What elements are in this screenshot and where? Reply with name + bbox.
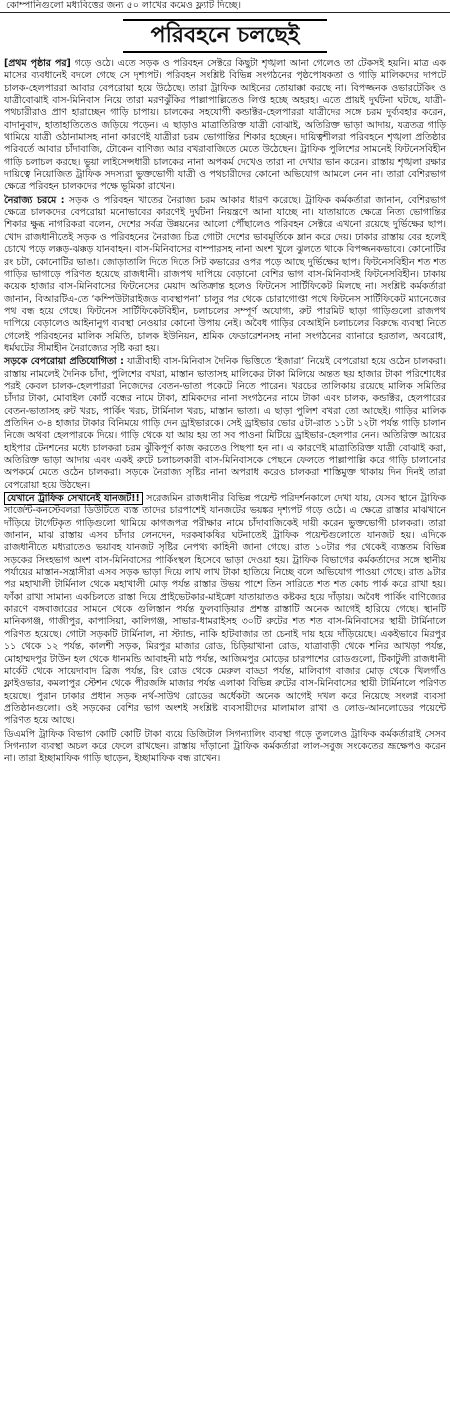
article-headline: পরিবহনে চলছেই	[123, 19, 328, 53]
paragraph-text: সড়ক ও পরিবহন খাতের নৈরাজ্য চরম আকার ধারণ করেছে। ট্রাফিক কর্মকর্তারা জানান, বেশিরভাগ ক্ষেত্রে চালকদের বেপরোয়া মনোভাবের কারণেই দুর্ঘটনা নিয়ন্ত্রণে আনা যাচ্ছে না। যাতায়াতে ক্ষেত্রে নিত্য ভোগান্তির শিকার ক্ষুব্ধ নাগরিকরা বলেন, দেশের সর্বত্র উন্নয়নের আলো পৌঁছালেও পরিবহন সেক্টরে এখনো রয়েছে দুর্ভিক্ষের ছাপ। খোদ রাজধানীতেই সড়ক ও পরিবহনের নৈরাজ্য চিত্র গোটা দেশের ভাবমূর্তিকে ম্লান করে দেয়। ঢাকার রাস্তায় বের হলেই চোখে পড়ে লক্কড়-ঝক্কড় যানবাহন। বাস-মিনিবাসের বাম্পারসহ নানা অংশ খুলে ঝুলতে থাকে বিপজ্জনকভাবে। কোনোটির রং চটা, কোনোটির ভাঙা। জোড়াতালি দিতে দিতে সিট কভারের ওপর পড়ে আছে দুর্ভিক্ষের ছাপ। ফিটনেসবিহীন শত শত গাড়ির ভাগাড়ে পরিণত হয়েছে রাজধানী। রাজপথ দাপিয়ে বেড়ানো বেশির ভাগ বাস-মিনিবাসই ফিটনেসবিহীন। ঢাকায় কয়েক হাজার বাস-মিনিবাসের ফিটনেসের মেয়াদ অতিক্রান্ত হলেও ফিটনেস সার্টিফিকেট মিলছে না। সংশ্লিষ্ট কর্মকর্তারা জানান, বিআরটিএ-তে ‘কম্পিউটারাইজড ব্যবস্থাপনা’ চালুর পর থেকে চোরাগোপ্তা পথে ফিটনেস সার্টিফিকেট ম্যানেজের পথ বন্ধ হয়ে গেছে। ফিটনেস সার্টিফিকেটবিহীন, চলাচলের সম্পূর্ণ অযোগ্য, রুট পারমিট ছাড়া গাড়িগুলো রাজপথ দাপিয়ে বেড়ালেও আইনানুগ ব্যবস্থা নেওয়ার কোনো উপায় নেই। অবৈধ গাড়ির বেআইনি চলাচলের বিরুদ্ধে ব্যবস্থা নিতে গেলেই পরিবহনের মালিক সমিতি, চালক ইউনিয়ন, শ্রমিক ফেডারেশনসহ নানা সংগঠনের ব্যানারে হরতাল, অবরোধ, ধর্মঘটের সীমাহীন নৈরাজ্যের সৃষ্টি করা হয়।	[4, 194, 446, 354]
paragraph-lead: [প্রথম পৃষ্ঠার পর]	[4, 58, 71, 69]
article-paragraph	[4, 195, 446, 355]
paragraph-lead: নৈরাজ্য চরমে :	[4, 194, 65, 206]
paragraph-text: ডিএমপি ট্রাফিক বিভাগ কোটি কোটি টাকা ব্যয়ে ডিজিটাল সিগন্যালিং ব্যবস্থা গড়ে তুললেও ট্রাফিক কর্মকর্তারাই সেসব সিগন্যাল ব্যবস্থা অচল করে ফেলে রাখছেন। রাস্তায় দাঁড়ানো ট্রাফিক কর্মকর্তারা লাল-সবুজ সংকেতের ভ্রূক্ষেপও করেন না। তারা ইচ্ছামাফিক গাড়ি ছাড়েন, ইচ্ছামাফিক বন্ধ রাখেন।	[4, 728, 446, 765]
previous-article-tail: কোম্পানিগুলো মধ্যবিত্তের জন্য ৫০ লাখের কমেও ফ্ল্যাট দিচ্ছে।	[0, 0, 450, 13]
article-paragraph	[4, 729, 446, 766]
article-paragraph	[4, 58, 446, 194]
paragraph-text: গড়ে ওঠে। এতে সড়ক ও পরিবহন সেক্টরে কিছুটা শৃঙ্খলা আনা গেলেও তা টেকসই হয়নি। মাত্র এক মাসের ব্যবধানেই বদলে গেছে সে দৃশ্যপট। পরিবহন সংশ্লিষ্ট বিভিন্ন সংগঠনের পৃষ্ঠপোষকতা ও গাড়ি মালিকদের দাপটে চালক-হেলপাররা আবার বেপরোয়া হয়ে উঠেছে। তারা ট্রাফিক আইনের তোয়াক্কা করছে না। বিপজ্জনক ওভারটেকিং ও যাত্রীবোঝাই বাস-মিনিবাস নিয়ে তারা মরণঝুঁকির পাল্লাপাল্লিতেও লিপ্ত হচ্ছে অহরহ। এতে প্রায়ই দুর্ঘটনা ঘটছে, যাত্রী-পথচারীরাও প্রাণ হারাচ্ছেন গাড়ি চাপায়। চালকের সহযোগী কন্ডাক্টর-হেলপাররা যাত্রীদের সঙ্গে চরম দুর্ব্যবহার করেন, বাদানুবাদ, হাতাহাতিতেও জড়িয়ে পড়েন। এ ছাড়াও মাত্রাতিরিক্ত যাত্রী বোঝাই, অতিরিক্ত ভাড়া আদায়, যত্রতত্র গাড়ি থামিয়ে যাত্রী ওঠানামাসহ নানা কারণেই যাত্রীরা চরম ভোগান্তির শিকার হচ্ছেন। দায়িত্বশীলরা পরিবহনে শৃঙ্খলা প্রতিষ্ঠার পরিবর্তে আবার চাঁদাবাজি, টোকেন বাণিজ্য আর বখরাবাজিতে মেতে উঠেছেন। ট্রাফিক পুলিশের সামনেই ফিটনেসবিহীন গাড়ি চলাচল করছে। ভুয়া লাইসেন্সধারী চালকের নানা অপকর্ম দেখেও তারা না দেখার ভান করেন। রাস্তায় শৃঙ্খলা রক্ষার দায়িত্বে নিয়োজিত ট্রাফিক সদস্যরা ভুক্তভোগী যাত্রী ও পথচারীদের কোনো অভিযোগ আমলে নেন না। তারা বেশিরভাগ ক্ষেত্রে পরিবহন চালকদের পক্ষে ভূমিকা রাখেন।	[4, 58, 446, 193]
paragraph-text: সরেজমিন রাজধানীর বিভিন্ন পয়েন্ট পরিদর্শনকালে দেখা যায়, যেসব স্থানে ট্রাফিক সার্জেন্ট-কনস্টেবলরা ডিউটিতে ব্যস্ত তাদের চারপাশেই যানজটের ভয়ঙ্কর দৃশ্যপট গড়ে ওঠে। এ ক্ষেত্রে রাস্তার মাঝখানে দাঁড়িয়ে টার্গেটকৃত গাড়িগুলো থামিয়ে কাগজপত্র পরীক্ষার নামে চাঁদাবাজিকেই দায়ী করেন ভুক্তভোগী চালকরা। তারা জানান, মাঝ রাস্তায় এসব চাঁদার লেনদেন, দরকষাকষির ঘটনাতেই ট্রাফিক পয়েন্টগুলোতে যানজট হয়। এদিকে রাজধানীতে মধ্যরাতেও ভয়াবহ যানজট সৃষ্টির নেপথ্য কাহিনী জানা গেছে। রাত ১০টার পর থেকেই ব্যস্ততম বিভিন্ন সড়কের সিংহভাগ অংশ বাস-মিনিবাসের পার্কিংস্থল হিসেবে ভাড়া দেওয়া হয়। ট্রাফিক বিভাগের কর্মকর্তাদের সঙ্গে স্থানীয় পর্যায়ের মাস্তান-সন্ত্রাসীরা এসব সড়ক ভাড়া দিয়ে লাখ লাখ টাকা হাতিয়ে নিচ্ছে বলে অভিযোগ পাওয়া গেছে। রাত ৯টার পর মহাখালী টার্মিনাল থেকে মহাখালী মোড় পর্যন্ত রাস্তার উভয় পাশে তিন সারিতে শত শত কোচ পার্ক করে রাখা হয়। ফাঁকা রাখা সামান্য একচিলতে রাস্তা দিয়ে প্রাইভেটকার-মাইক্রো যাতায়াতও কষ্টকর হয়ে দাঁড়ায়। অবৈধ পার্কিং বাণিজ্যের কারণে বঙ্গবাজারের সামনে থেকে গুলিস্তান পর্যন্ত ফুলবাড়িয়ার প্রশস্ত রাস্তাটি অনেক আগেই হারিয়ে গেছে। স্থানটি মানিকগঞ্জ, গাজীপুর, কাপাসিয়া, কালিগঞ্জ, সাভার-ধামরাইসহ ৩০টি রুটের শত শত বাস-মিনিবাসের স্থায়ী টার্মিনালে পরিণত হয়েছে। গোটা সড়কটি টার্মিনাল, না স্ট্যান্ড, নাকি হাটবাজার তা চেনাই দায় হয়ে দাঁড়িয়েছে। একইভাবে মিরপুর ১১ থেকে ১২ পর্যন্ত, কালশী সড়ক, মিরপুর মাজার রোড, চিড়িয়াখানা রোড, যাত্রাবাড়ী থেকে শনির আখড়া পর্যন্ত, মোহাম্মদপুর টাউন হল থেকে ধানমন্ডি আবাহনী মাঠ পর্যন্ত, আজিমপুর মোড়ের চারপাশের রোডগুলো, টিকাটুলী রাজধানী মার্কেট থেকে সায়েদাবাদ ব্রিজ পর্যন্ত, রিং রোড থেকে মেরুল বাড্ডা পর্যন্ত, মালিবাগ বাজার মোড় থেকে খিলগাঁও ফ্লাইওভার, কমলাপুর স্টেশন থেকে পীরজঙ্গি মাজার পর্যন্ত এলাকা বিভিন্ন রুটের বাস-মিনিবাসের স্থায়ী টার্মিনালে পরিণত হয়েছে। পুরান ঢাকার প্রধান সড়ক নর্থ-সাউথ রোডের অর্ধেকটা অনেক আগেই দখল করে নিয়েছে সংলগ্ন ব্যবসা প্রতিষ্ঠানগুলো। ওই সড়কের বেশির ভাগ অংশই সংশ্লিষ্ট ব্যবসায়ীদের মালামাল রাখা ও লোড-আনলোডের পয়েন্টে পরিণত হয়ে আছে।	[4, 493, 446, 727]
article-paragraph	[4, 356, 446, 492]
article-body	[4, 58, 446, 766]
article-paragraph	[4, 493, 446, 728]
paragraph-text: যাত্রীবাহী বাস-মিনিবাস দৈনিক ভিত্তিতে ‘ইজারা’ নিয়েই বেপরোয়া হয়ে ওঠেন চালকরা। রাস্তায় নামলেই দৈনিক চাঁদা, পুলিশের বখরা, মাস্তান ভাতাসহ মালিকের টাকা মিলিয়ে অন্তত ছয় হাজার টাকা পরিশোধের পরই কেবল চালক-হেলপাররা নিজেদের বেতন-ভাতা পকেটে নিতে পারেন। খরচের তালিকায় রয়েছে মালিক সমিতির চাঁদার টাকা, মোবাইল কোর্ট বন্ধের নামে টাকা, শ্রমিকদের নানা সংগঠনের নামে টাকা এবং চালক, কন্ডাক্টর, হেলপারের বেতন-ভাতাসহ রুট খরচ, পার্কিং খরচ, টার্মিনাল খরচ, মাস্তান ভাতা। এ ছাড়া পুলিশ বখরা তো আছেই। গাড়ির মালিক প্রতিদিন ৩-৪ হাজার টাকার বিনিময়ে গাড়ি দেন ড্রাইভারকে। সেই ড্রাইভার ভোর ৫টা-রাত ১১টা ১২টা পর্যন্ত গাড়ি চালান নিজে অথবা হেলপারকে দিয়ে। গাড়ি থেকে যা আয় হয় তা সব পাওনা মিটিয়ে ড্রাইভার-হেলপার নেন। অতিরিক্ত আয়ের হাইপার টেনশনের মধ্যে চালকরা চরম ঝুঁকিপূর্ণ কাজ করতেও পিছপা হন না। এ কারণেই মাত্রাতিরিক্ত যাত্রী বোঝাই করা, অতিরিক্ত ভাড়া আদায় এবং একই রুটে চলাচলকারী বাস-মিনিবাসকে পেছনে ফেলতে পাল্লাপাল্লি করে গাড়ি চালানোর অপকর্মে মেতে ওঠেন চালকরা। সড়কে নৈরাজ্য সৃষ্টির নানা অপরাধ করেও চালকরা শাস্তিমুক্ত থাকায় দিন দিনই তারা বেপরোয়া হয়ে উঠছেন।	[4, 356, 446, 491]
headline-container	[4, 19, 446, 53]
paragraph-lead-boxed: যেখানে ট্রাফিক সেখানেই যানজট!!	[4, 492, 143, 505]
paragraph-lead: সড়কে বেপরোয়া প্রতিযোগিতা :	[4, 356, 124, 368]
